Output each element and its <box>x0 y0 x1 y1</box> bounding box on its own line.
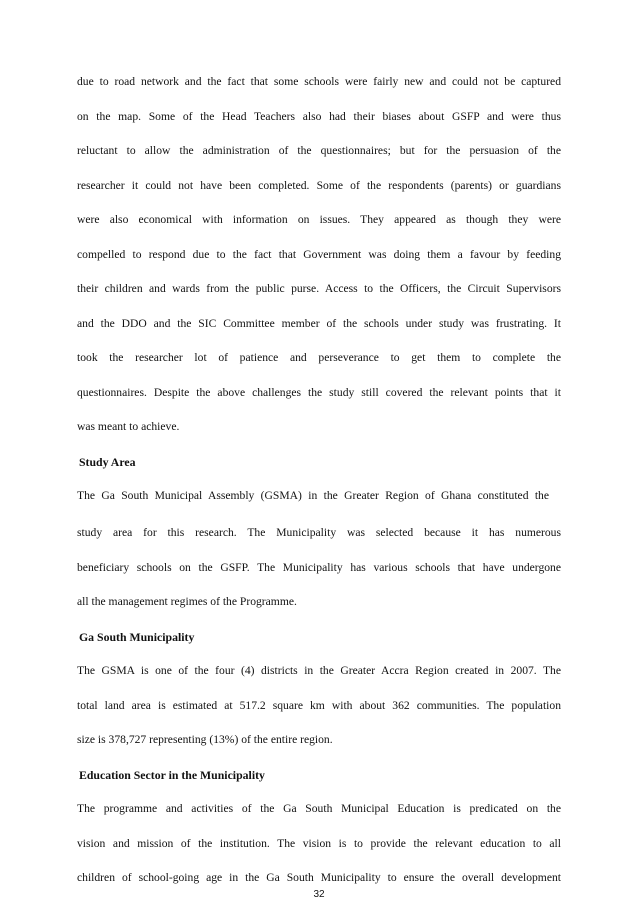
body-text-line: were also economical with information on issues. They appeared as though they were <box>77 213 561 226</box>
body-text-line: and the DDO and the SIC Committee member of the schools under study was frustrating. It <box>77 317 561 330</box>
section-heading-education: Education Sector in the Municipality <box>79 768 265 782</box>
page-number: 32 <box>313 889 325 900</box>
body-text-line: questionnaires. Despite the above challenges the study still covered the relevant points that it <box>77 386 561 399</box>
section-heading-ga-south: Ga South Municipality <box>79 630 195 644</box>
body-text-line: vision and mission of the institution. The vision is to provide the relevant education to all <box>77 837 561 850</box>
body-text-line: beneficiary schools on the GSFP. The Municipality has various schools that have undergone <box>77 561 561 574</box>
body-text-line: took the researcher lot of patience and perseverance to get them to complete the <box>77 351 561 364</box>
body-text-line: all the management regimes of the Programme. <box>77 595 297 608</box>
section-heading-study-area: Study Area <box>79 455 136 469</box>
body-text-line: The Ga South Municipal Assembly (GSMA) in the Greater Region of Ghana constituted the <box>77 489 549 502</box>
body-text-line: compelled to respond due to the fact that Government was doing them a favour by feeding <box>77 248 561 261</box>
body-text-line: The programme and activities of the Ga South Municipal Education is predicated on the <box>77 802 561 815</box>
body-text-line: study area for this research. The Municipality was selected because it has numerous <box>77 526 561 539</box>
body-text-line: their children and wards from the public purse. Access to the Officers, the Circuit Supervisors <box>77 282 561 295</box>
body-text-line: size is 378,727 representing (13%) of the entire region. <box>77 733 333 746</box>
body-text-line: reluctant to allow the administration of the questionnaires; but for the persuasion of the <box>77 144 561 157</box>
body-text-line: total land area is estimated at 517.2 square km with about 362 communities. The population <box>77 699 561 712</box>
body-text-line: due to road network and the fact that some schools were fairly new and could not be captured <box>77 75 561 88</box>
body-text-line: researcher it could not have been completed. Some of the respondents (parents) or guardians <box>77 179 561 192</box>
body-text-line: was meant to achieve. <box>77 420 180 433</box>
body-text-line: The GSMA is one of the four (4) districts in the Greater Accra Region created in 2007. The <box>77 664 561 677</box>
body-text-line: on the map. Some of the Head Teachers also had their biases about GSFP and were thus <box>77 110 561 123</box>
body-text-line: children of school-going age in the Ga South Municipality to ensure the overall development <box>77 871 561 884</box>
